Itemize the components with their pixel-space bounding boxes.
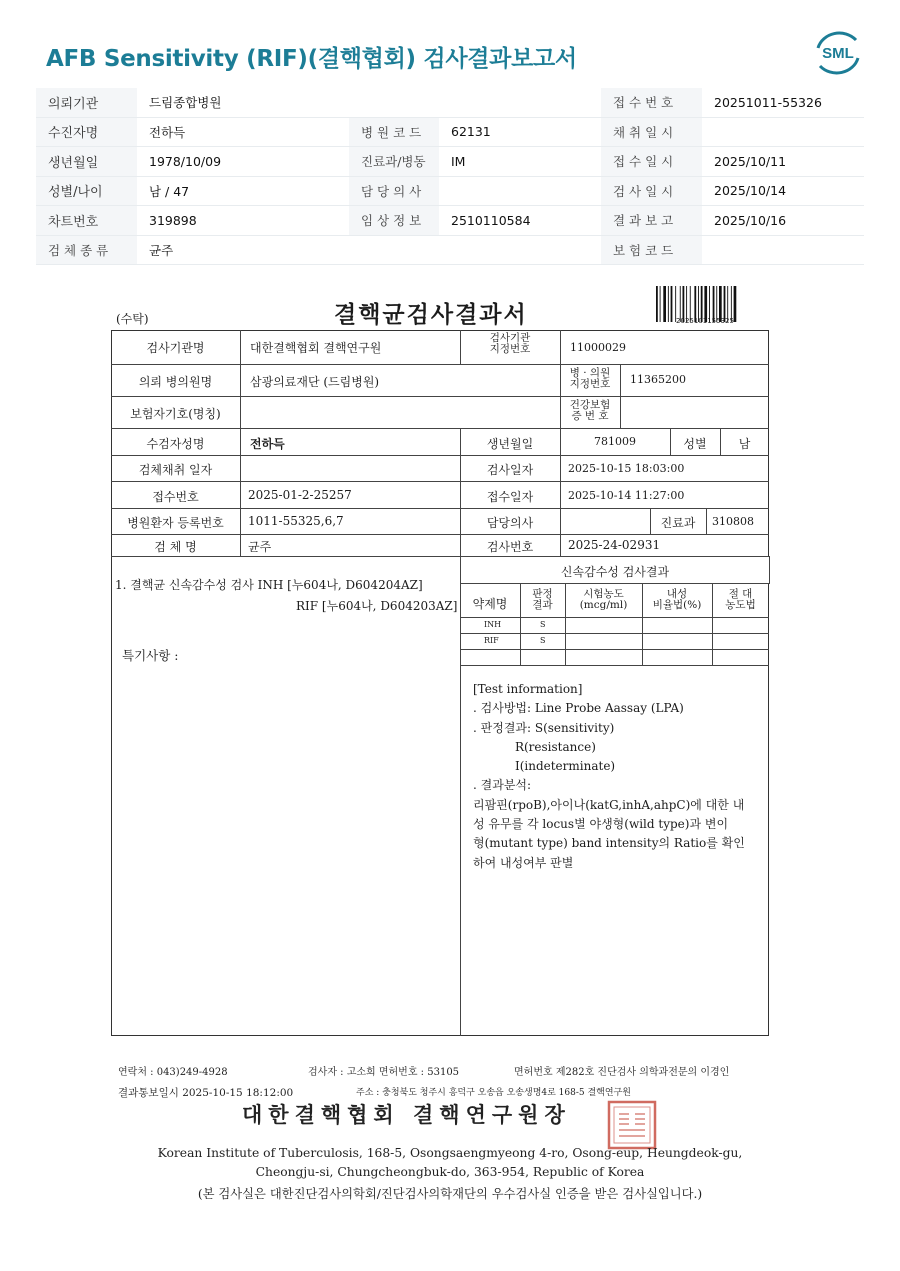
patient-name-scan: 전하득 xyxy=(250,437,285,451)
info-row xyxy=(36,117,864,147)
insurance-code xyxy=(702,235,864,265)
info-row xyxy=(36,235,864,265)
label-report-date: 결 과 보 고 xyxy=(601,206,702,236)
collect-date xyxy=(702,117,864,147)
dob-scan: 781009 xyxy=(594,435,636,448)
column-header-line: 시험농도 xyxy=(583,588,624,600)
lab-no: 11000029 xyxy=(570,341,626,354)
test-info-line: R(resistance) xyxy=(473,739,596,754)
clinic-name: 삼광의료재단 (드림병원) xyxy=(250,375,380,389)
label-request-org: 의뢰기관 xyxy=(36,88,137,117)
test-info-line: 형(mutant type) band intensity의 Ratio를 확인 xyxy=(473,836,745,851)
lab-no-label: 검사기관 지정번호 xyxy=(489,332,531,355)
sensitivity-title: 신속감수성 검사결과 xyxy=(560,565,670,579)
column-header-line: (mcg/ml) xyxy=(579,599,628,611)
test-no: 2025-24-02931 xyxy=(568,538,661,552)
test-info-line: 성 유무를 각 locus별 야생형(wild type)과 변이 xyxy=(473,817,729,832)
specimen-label-scan: 검 체 명 xyxy=(154,540,197,554)
test-info-line: 하여 내성여부 판별 xyxy=(473,855,574,870)
specimen-scan: 균주 xyxy=(248,540,272,554)
patient-info-table xyxy=(36,88,864,265)
label-specimen: 검 체 종 류 xyxy=(36,235,137,265)
label-clinical: 임 상 정 보 xyxy=(349,206,439,236)
drug-rif: RIF xyxy=(484,636,499,645)
address-kr: 주소 : 충청북도 청주시 흥덕구 오송읍 오송생명4로 168-5 결핵연구원 xyxy=(356,1088,631,1098)
label-receipt-date: 접 수 일 시 xyxy=(601,147,702,177)
clinic-no: 11365200 xyxy=(630,373,686,386)
sex-scan: 남 xyxy=(738,437,751,451)
chart-no: 319898 xyxy=(137,206,349,236)
remarks-label: 특기사항 : xyxy=(122,648,179,663)
barcode-number: 2025101155325 xyxy=(676,317,734,325)
label-doctor: 담 당 의 사 xyxy=(349,176,439,206)
column-header-line: 비율법(%) xyxy=(652,599,702,611)
label-test-date: 검 사 일 시 xyxy=(601,176,702,206)
sml-logo xyxy=(812,28,864,76)
dept: IM xyxy=(439,147,601,177)
receipt-no-label-scan: 접수번호 xyxy=(152,490,199,504)
label-sex-age: 성별/나이 xyxy=(36,176,137,206)
specimen: 균주 xyxy=(137,235,349,265)
test-no-label: 검사번호 xyxy=(486,540,534,554)
insurer-label: 보험자기호(명칭) xyxy=(130,407,221,421)
collect-label-scan: 검체채취 일자 xyxy=(138,463,213,477)
col-absolute xyxy=(712,589,769,611)
test-item-rif: RIF [누604나, D604203AZ] xyxy=(296,599,458,613)
test-info-line: I(indeterminate) xyxy=(473,759,616,774)
report-title: AFB Sensitivity (RIF)(결핵협회) 검사결과보고서 xyxy=(46,46,577,72)
info-row xyxy=(36,206,864,236)
receipt-no-scan: 2025-01-2-25257 xyxy=(248,488,352,502)
certification-note: (본 검사실은 대한진단검사의학회/진단검사의학재단의 우수검사실 인증을 받은 검사실입니다.) xyxy=(197,1187,703,1201)
institute-name: 대한결핵협회 결핵연구원장 xyxy=(242,1102,571,1127)
label-hospital-code: 병 원 코 드 xyxy=(349,117,439,147)
info-row xyxy=(36,176,864,206)
label-dob: 생년월일 xyxy=(36,147,137,177)
examiner: 검사자 : 고소희 면허번호 : 53105 xyxy=(308,1067,460,1078)
sex-age: 남 / 47 xyxy=(137,176,349,206)
label-receipt-no: 접 수 번 호 xyxy=(601,88,702,117)
receipt-date-scan: 2025-10-14 11:27:00 xyxy=(568,489,685,502)
test-info-line: . 결과분석: xyxy=(473,778,532,793)
patient-label: 수검자성명 xyxy=(146,437,205,451)
address-en-1: Korean Institute of Tuberculosis, 168-5, Osongsaengmyeong 4-ro, Osong-eup, Heungdeok-gu, xyxy=(157,1146,743,1160)
receipt-no: 20251011-55326 xyxy=(702,88,864,117)
label-dept: 진료과/병동 xyxy=(349,147,439,177)
column-header-line: 내성 xyxy=(666,588,688,600)
hospital-code: 62131 xyxy=(439,117,601,147)
label-patient: 수진자명 xyxy=(36,117,137,147)
label-insurance: 보 험 코 드 xyxy=(601,235,702,265)
drug-inh: INH xyxy=(484,620,502,629)
test-information xyxy=(473,680,745,873)
col-ratio xyxy=(642,589,712,611)
info-row xyxy=(36,147,864,177)
logo-text: SML xyxy=(822,45,854,62)
column-header-line: 결과 xyxy=(532,599,553,611)
doctor xyxy=(439,176,601,206)
test-info-line: [Test information] xyxy=(473,682,583,696)
handwritten-note: (수탁) xyxy=(116,312,149,326)
scanned-report-title: 결핵균검사결과서 xyxy=(334,301,528,328)
specialist: 면허번호 제282호 진단검사 의학과전문의 이경인 xyxy=(514,1067,730,1078)
test-info-line: 리팜핀(rpoB),아이나(katG,inhA,ahpC)에 대한 내 xyxy=(473,797,745,812)
test-info-line: . 검사방법: Line Probe Aassay (LPA) xyxy=(473,701,684,716)
doctor-label-scan: 담당의사 xyxy=(486,516,534,530)
col-conc xyxy=(565,589,642,611)
result-inh: S xyxy=(540,620,546,629)
notify-date: 결과통보일시 2025-10-15 18:12:00 xyxy=(118,1087,294,1099)
test-item-inh: 1. 결핵균 신속감수성 검사 INH [누604나, D604204AZ] xyxy=(115,578,423,592)
column-header-line: 농도법 xyxy=(725,599,756,611)
info-row xyxy=(36,88,864,117)
receipt-date: 2025/10/11 xyxy=(702,147,864,177)
column-header-line: 절 대 xyxy=(728,588,753,600)
sex-label-scan: 성별 xyxy=(683,437,707,451)
reg-no: 1011-55325,6,7 xyxy=(248,514,344,528)
label-collect-date: 채 취 일 시 xyxy=(601,117,702,147)
lab-name: 대한결핵협회 결핵연구원 xyxy=(250,341,382,355)
reg-no-label: 병원환자 등록번호 xyxy=(127,516,224,530)
test-date-scan: 2025-10-15 18:03:00 xyxy=(568,462,685,475)
official-seal-icon xyxy=(606,1099,658,1151)
col-drug: 약제명 xyxy=(472,597,508,611)
health-ins-label: 건강보험 증 번 호 xyxy=(569,399,611,422)
patient-name: 전하득 xyxy=(137,117,349,147)
clinic-no-label: 병 · 의원 지정번호 xyxy=(569,367,611,390)
report-date: 2025/10/16 xyxy=(702,206,864,236)
request-org: 드림종합병원 xyxy=(137,88,349,117)
dept-label-scan: 진료과 xyxy=(660,516,696,530)
test-date-label-scan: 검사일자 xyxy=(486,463,534,477)
label-chart-no: 차트번호 xyxy=(36,206,137,236)
clinic-label: 의뢰 병의원명 xyxy=(138,375,213,389)
receipt-date-label-scan: 접수일자 xyxy=(486,490,534,504)
col-result xyxy=(520,589,565,611)
dob: 1978/10/09 xyxy=(137,147,349,177)
dept-scan: 310808 xyxy=(712,515,754,528)
result-rif: S xyxy=(540,636,546,645)
contact: 연락처 : 043)249-4928 xyxy=(118,1067,228,1078)
test-info-line: . 판정결과: S(sensitivity) xyxy=(473,720,615,735)
lab-name-label: 검사기관명 xyxy=(146,341,205,355)
test-date: 2025/10/14 xyxy=(702,176,864,206)
address-en-2: Cheongju-si, Chungcheongbuk-do, 363-954, Republic of Korea xyxy=(255,1165,645,1179)
dob-label-scan: 생년월일 xyxy=(486,437,534,451)
column-header-line: 판정 xyxy=(532,588,553,600)
clinical-info: 2510110584 xyxy=(439,206,601,236)
